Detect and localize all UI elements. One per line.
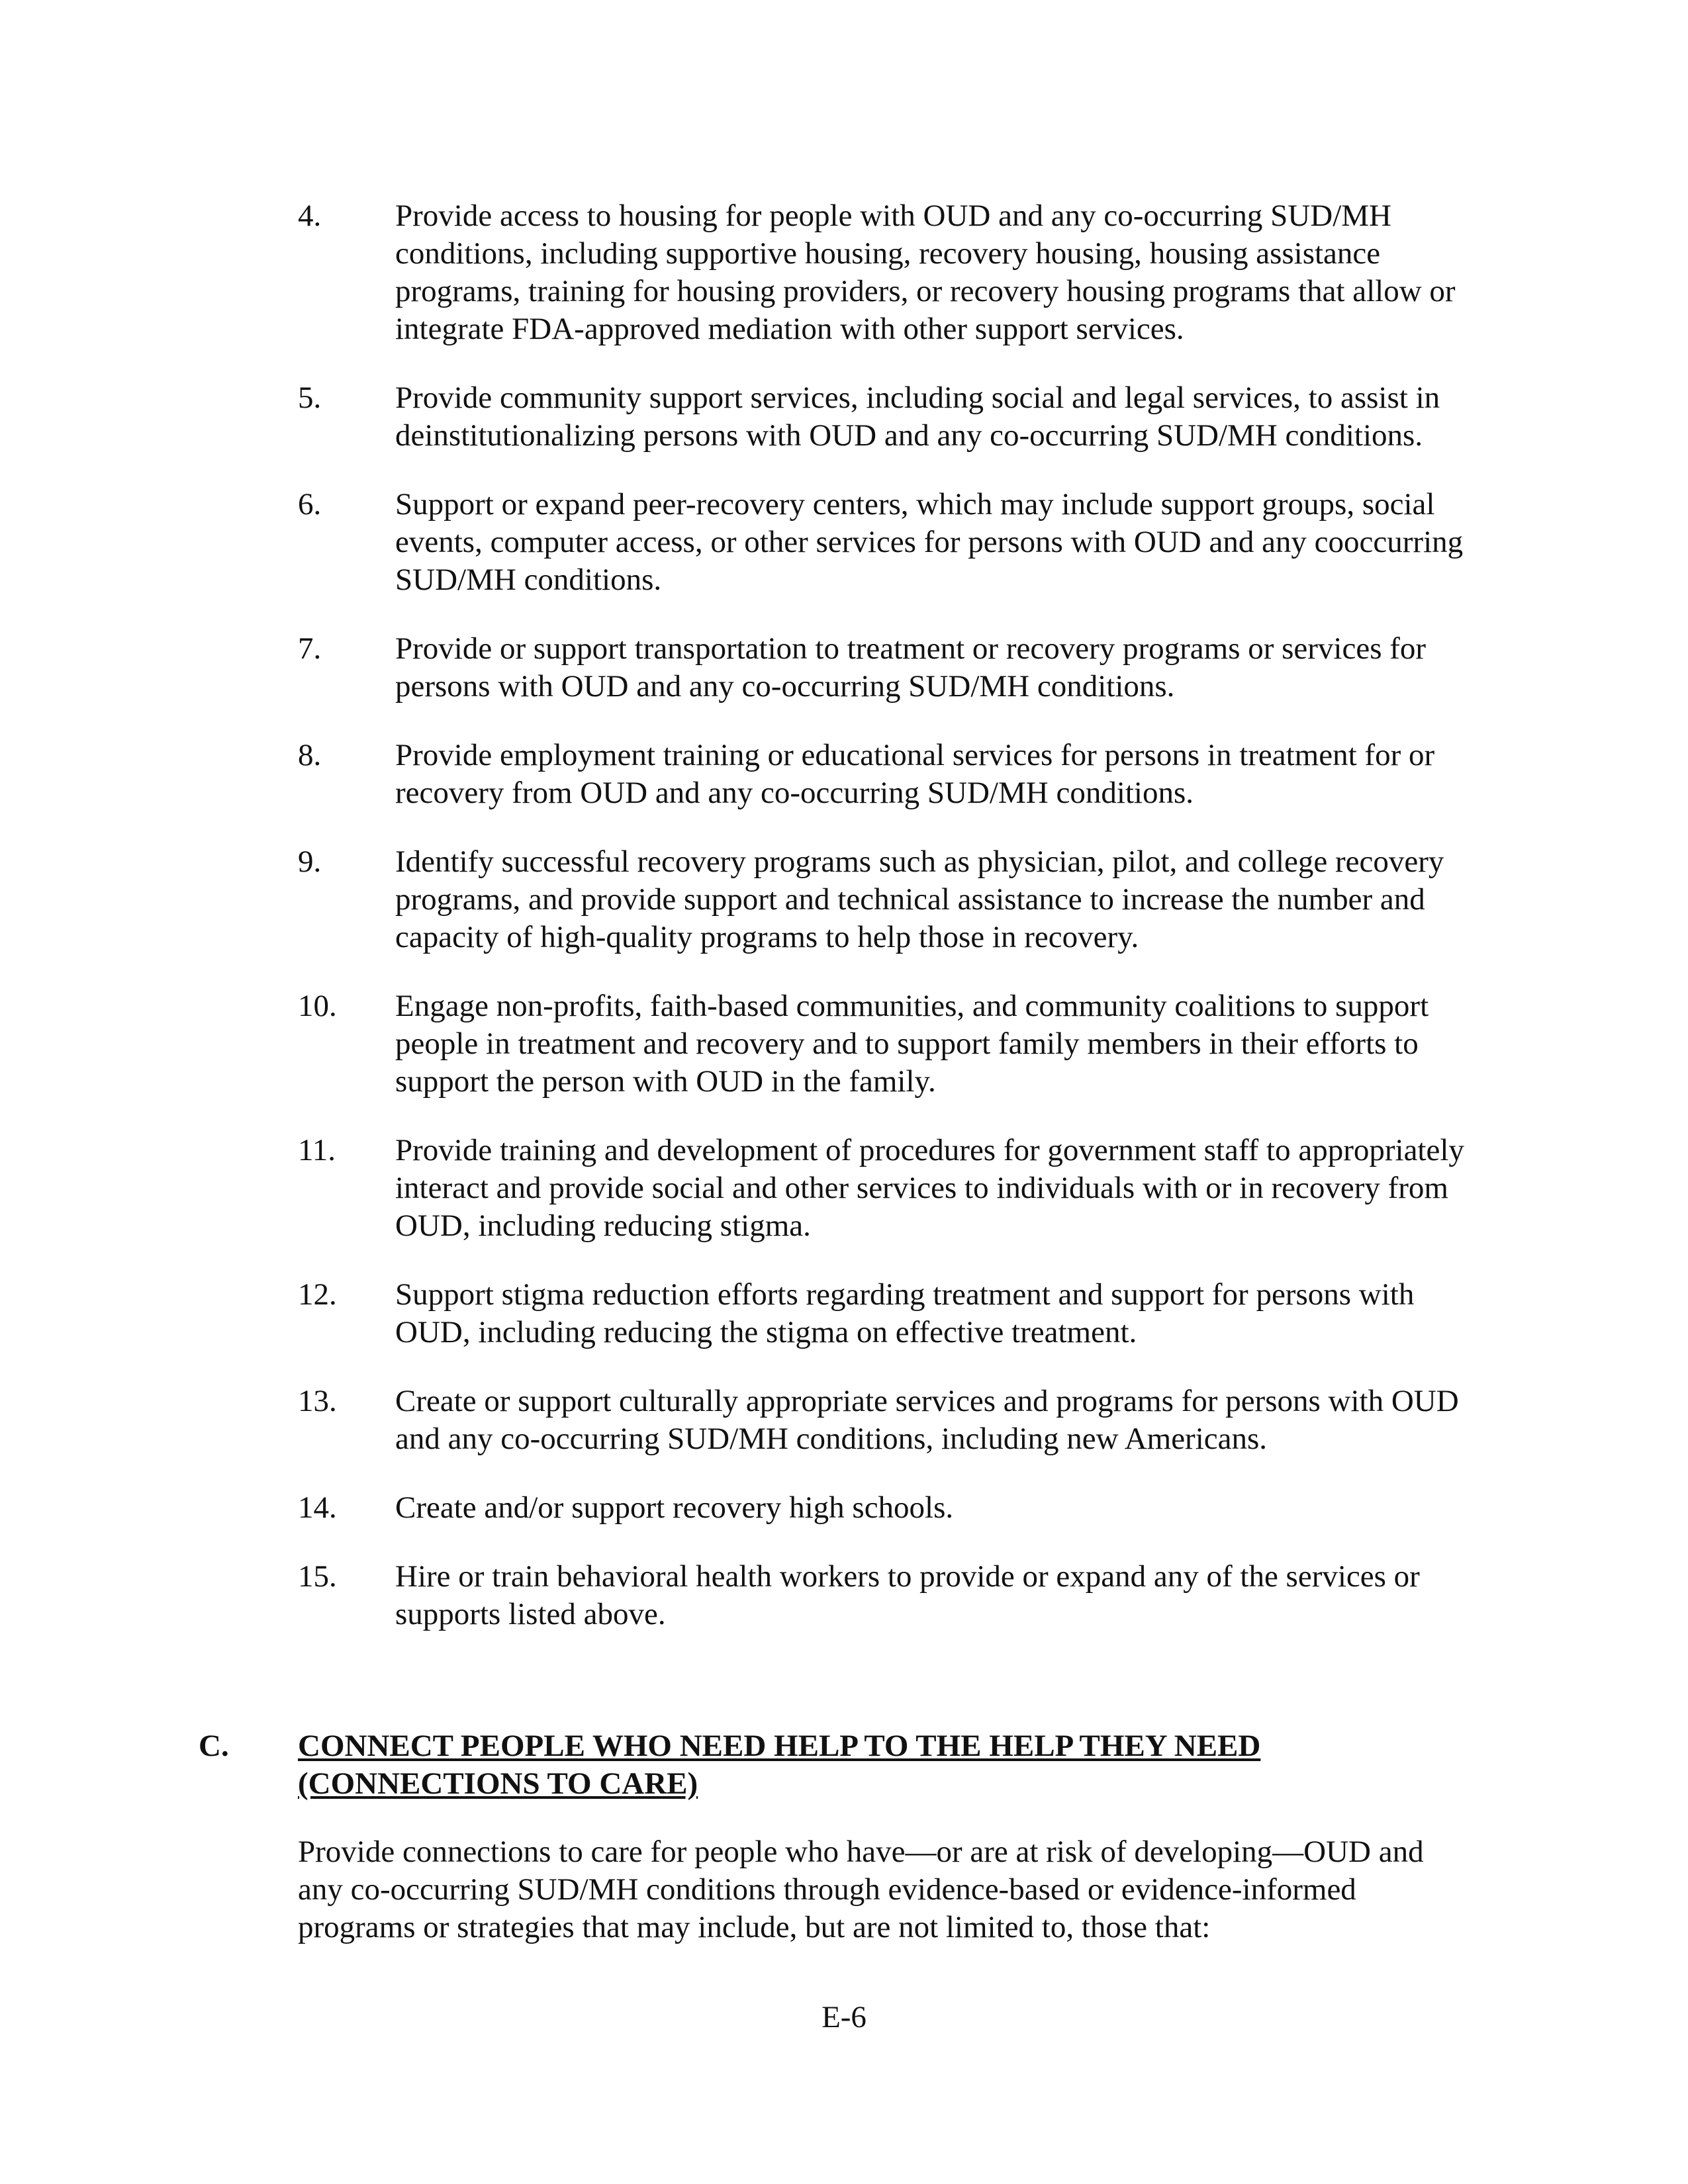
- list-item-number: 10.: [298, 989, 337, 1023]
- list-item-number: 12.: [298, 1277, 337, 1312]
- list-item-text: Provide employment training or educational services for persons in treatment for or recovery from OUD and any co-occurring SUD/MH conditions.: [395, 738, 1435, 810]
- page-number: E-6: [821, 2000, 867, 2034]
- recovery-services-list: [298, 197, 1489, 1664]
- list-item-text: Provide community support services, including social and legal services, to assist in deinstitutionalizing persons with OUD and any co-occurring SUD/MH conditions.: [395, 381, 1440, 453]
- list-item: [298, 1276, 1489, 1351]
- list-item-number: 6.: [298, 487, 322, 522]
- section-title-line2: (CONNECTIONS TO CARE): [298, 1766, 698, 1801]
- list-item-number: 7.: [298, 631, 322, 666]
- list-item-text: Hire or train behavioral health workers to provide or expand any of the services or supports listed above.: [395, 1559, 1420, 1631]
- list-item: [298, 843, 1489, 956]
- section-c: [199, 1727, 1489, 1946]
- list-item-number: 13.: [298, 1384, 337, 1418]
- list-item-number: 9.: [298, 844, 322, 879]
- list-item-text: Support stigma reduction efforts regarding treatment and support for persons with OUD, including reducing the stigma on effective treatment.: [395, 1277, 1415, 1349]
- list-item: [298, 1558, 1489, 1633]
- section-letter: C.: [199, 1729, 229, 1763]
- list-item-number: 14.: [298, 1490, 337, 1525]
- list-item: [298, 987, 1489, 1101]
- list-item-text: Provide training and development of procedures for government staff to appropriately interact and provide social and other services to individuals with or in recovery from OUD, including reducing stigma.: [395, 1133, 1464, 1243]
- list-item-text: Create and/or support recovery high schools.: [395, 1490, 954, 1525]
- list-item: [298, 737, 1489, 812]
- list-item-text: Provide or support transportation to treatment or recovery programs or services for persons with OUD and any co-occurring SUD/MH conditions.: [395, 631, 1427, 704]
- list-item: [298, 1383, 1489, 1458]
- list-item-text: Engage non-profits, faith-based communities, and community coalitions to support people in treatment and recovery and to support family members in their efforts to support the person with OUD in the family.: [395, 989, 1429, 1099]
- list-item-text: Create or support culturally appropriate services and programs for persons with OUD and any co-occurring SUD/MH conditions, including new Americans.: [395, 1384, 1459, 1456]
- list-item-number: 11.: [298, 1133, 336, 1167]
- list-item: [298, 630, 1489, 705]
- list-item-number: 8.: [298, 738, 322, 772]
- list-item: [298, 486, 1489, 599]
- list-item-text: Provide access to housing for people with OUD and any co-occurring SUD/MH conditions, including supportive housing, recovery housing, housing assistance programs, training for housing providers, or recovery housing programs that allow or integrate FDA-approved mediation with other support services.: [395, 199, 1456, 346]
- list-item: [298, 197, 1489, 348]
- list-item-text: Identify successful recovery programs such as physician, pilot, and college recovery programs, and provide support and technical assistance to increase the number and capacity of high-quality programs to help those in recovery.: [395, 844, 1444, 954]
- list-item-number: 15.: [298, 1559, 337, 1594]
- section-title-line1: CONNECT PEOPLE WHO NEED HELP TO THE HELP THEY NEED: [298, 1729, 1261, 1763]
- list-item: [298, 1132, 1489, 1245]
- list-item-number: 4.: [298, 199, 322, 233]
- list-item-number: 5.: [298, 381, 322, 415]
- section-title: [298, 1727, 1423, 1803]
- section-paragraph: Provide connections to care for people who have—or are at risk of developing—OUD and any co-occurring SUD/MH conditions through evidence-based or evidence-informed programs or strategies that may include, but are not limited to, those that:: [298, 1835, 1424, 1944]
- list-item: [298, 1489, 1489, 1527]
- list-item: [298, 379, 1489, 455]
- list-item-text: Support or expand peer-recovery centers, which may include support groups, social events, computer access, or other services for persons with OUD and any cooccurring SUD/MH conditions.: [395, 487, 1464, 597]
- section-heading: [199, 1727, 1489, 1803]
